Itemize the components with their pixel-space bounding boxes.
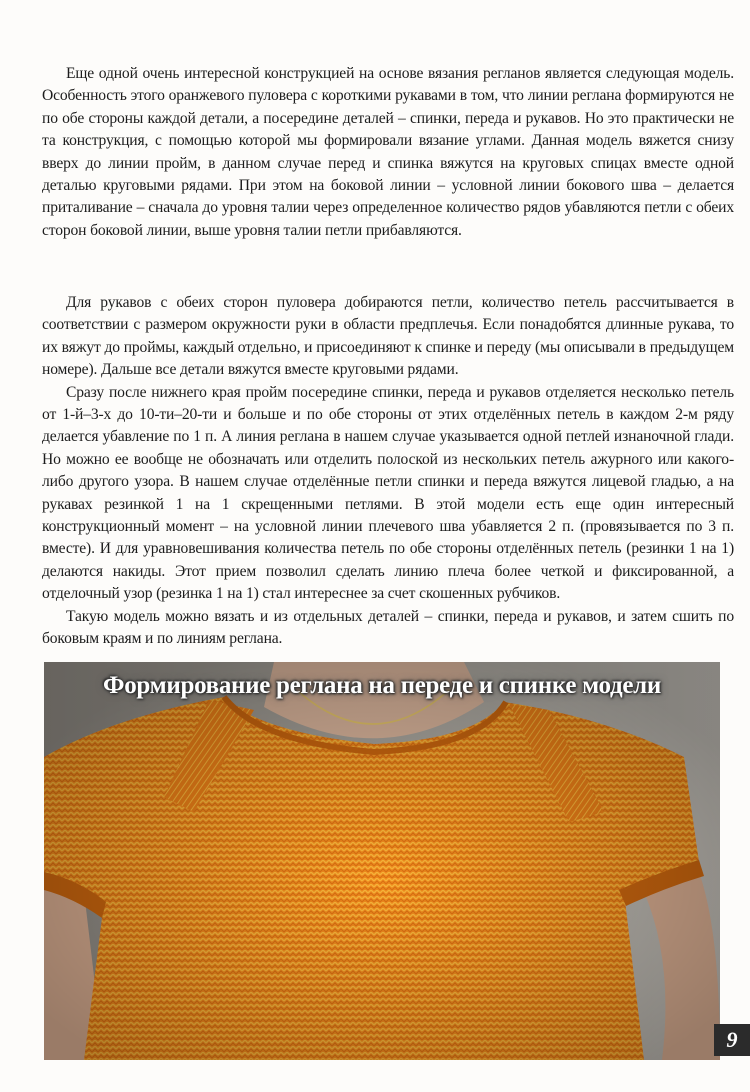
photo-caption: Формирование реглана на переде и спинке модели [103,672,661,699]
details-paragraph-raglan: Сразу после нижнего края пройм посередине спинки, переда и рукавов отделяется несколько петель от 1-й–3-х до 10-ти–20-ти и больше и по обе стороны от этих отделённых петель в каждом 2-м ряду делается убавление по 1 п. А линия реглана в нашем случае указывается одной петлей изнаночной глади. Но можно ее вообще не обозначать или отделить полоской из нескольких петель ажурного или какого-либо другого узора. В нашем случае отделённые петли спинки и переда вяжутся лицевой гладью, а на рукавах резинкой 1 на 1 скрещенными петлями. В этой модели есть еще один интересный конструкционный момент – на условной линии плечевого шва убавляется 2 п. (провязывается по 3 п. вместе). И для уравновешивания количества петель по обе стороны отделённых петель (резинки 1 на 1) делаются накиды. Этот прием позволил сделать линию плеча более четкой и фиксированной, а отделочный узор (резинка 1 на 1) стал интереснее за счет скошенных рубчиков. [42,383,734,603]
photo-vignette [44,662,720,1060]
page-number: 9 [714,1024,750,1056]
intro-text [42,63,734,242]
intro-paragraph: Еще одной очень интересной конструкцией на основе вязания регланов является следующая модель. Особенность этого оранжевого пуловера с короткими рукавами в том, что линии реглана формируются не по обе стороны каждой детали, а посередине деталей – спинки, переда и рукавов. Но это практически не та конструкция, с помощью которой мы формировали вязание углами. Данная модель вяжется снизу вверх до линии пройм, в данном случае перед и спинка вяжутся на круговых спицах вместе одной деталью круговыми рядами. При этом на боковой линии – условной линии бокового шва – делается приталивание – сначала до уровня талии через определенное количество рядов убавляются петли с обеих сторон боковой линии, выше уровня талии петли прибавляются. [42,65,734,239]
sweater-illustration [44,662,720,1060]
details-paragraph-sleeves: Для рукавов с обеих сторон пуловера добираются петли, количество петель рассчитывается в соответствии с размером окружности руки в области предплечья. Если понадобятся длинные рукава, то их вяжут до проймы, каждый отдельно, и присоединяют к спинке и переду (мы описывали в предыдущем номере). Дальше все детали вяжутся вместе круговыми рядами. [42,294,734,379]
details-paragraph-assembly: Такую модель можно вязать и из отдельных деталей – спинки, переда и рукавов, и затем сшить по боковым краям и по линиям реглана. [42,607,734,648]
details-text [42,292,734,651]
sweater-photo [44,662,720,1060]
